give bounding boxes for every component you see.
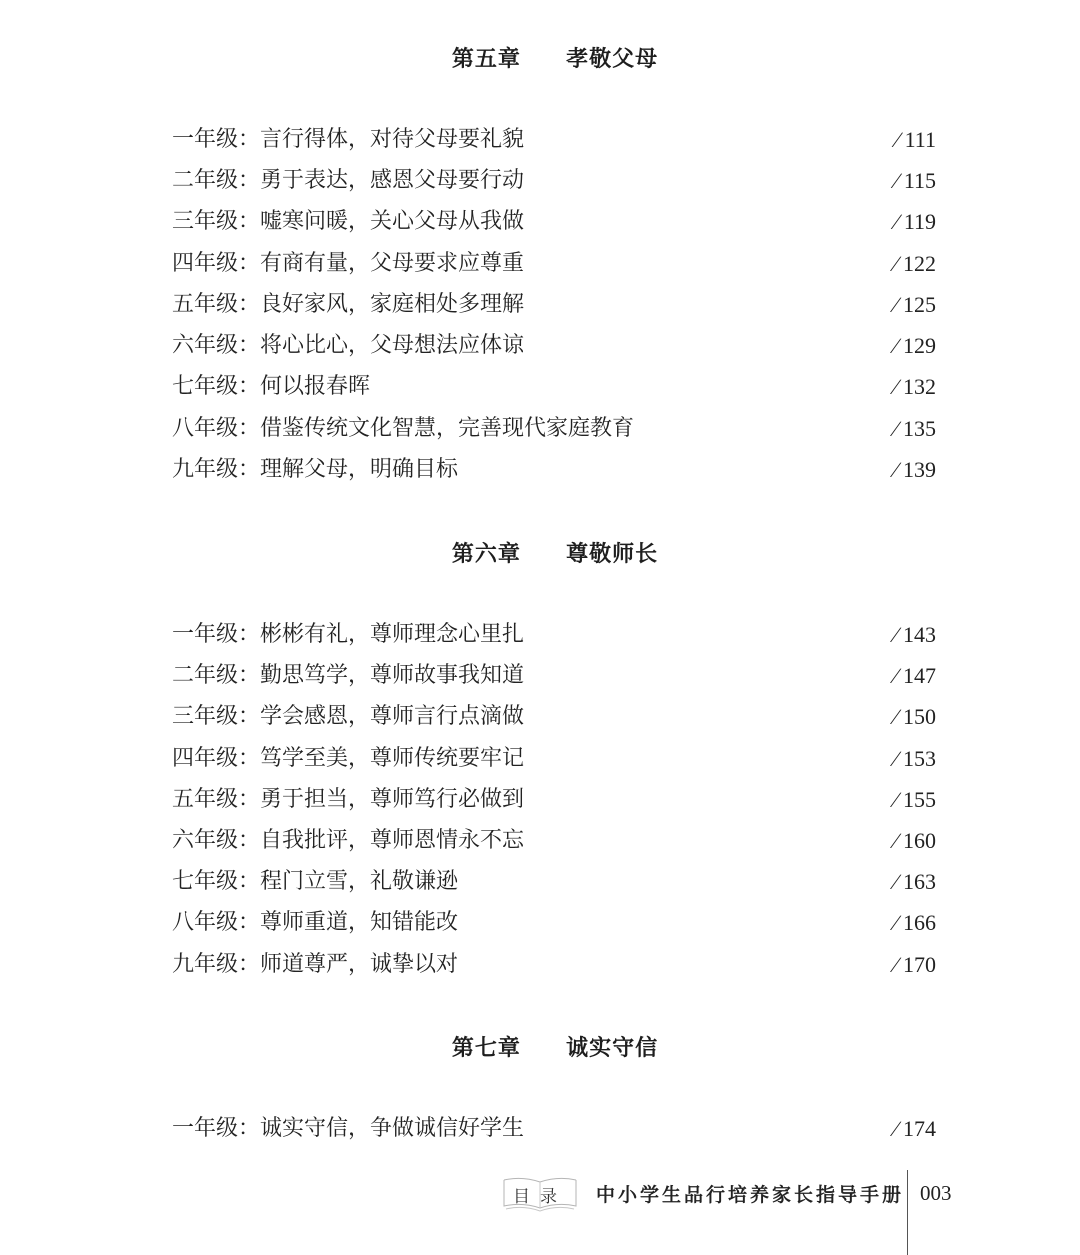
toc-entry-title: 二年级：勤思笃学，尊师故事我知道 [172,663,525,688]
toc-entry[interactable] [172,288,936,322]
toc-entry-page: ∕ 135 [893,416,936,441]
toc-entry-title: 一年级：诚实守信，争做诚信好学生 [172,1116,525,1141]
toc-entry-title: 九年级：理解父母，明确目标 [172,457,459,482]
toc-entry[interactable] [172,742,936,776]
page-number: 003 [920,1181,952,1205]
chapter-title: 第七章 诚实守信 [451,1036,659,1061]
toc-entry-title: 八年级：尊师重道，知错能改 [172,910,459,935]
toc-entry[interactable] [172,700,936,734]
toc-entry-title: 六年级：将心比心，父母想法应体谅 [172,333,525,358]
toc-entry[interactable] [172,453,936,487]
toc-entry[interactable] [172,205,936,239]
toc-entry-page: ∕ 170 [893,952,936,977]
toc-entry[interactable] [172,618,936,652]
toc-entry[interactable] [172,247,936,281]
toc-entry[interactable] [172,164,936,198]
footer-divider [907,1170,908,1255]
chapter-title: 第六章 尊敬师长 [451,542,659,567]
toc-entry-title: 三年级：嘘寒问暖，关心父母从我做 [172,209,525,234]
toc-entry-page: ∕ 139 [893,457,936,482]
toc-entry-page: ∕ 150 [893,704,936,729]
toc-entry-title: 七年级：何以报春晖 [172,374,371,399]
toc-entry[interactable] [172,370,936,404]
toc-entry-page: ∕ 143 [893,622,936,647]
page-footer [0,1170,1080,1255]
toc-entry-title: 五年级：勇于担当，尊师笃行必做到 [172,787,525,812]
toc-entry-page: ∕ 122 [893,251,936,276]
toc-entry[interactable] [172,123,936,157]
toc-entry-title: 四年级：笃学至美，尊师传统要牢记 [172,746,525,771]
toc-entry-page: ∕ 163 [893,869,936,894]
toc-entry-title: 三年级：学会感恩，尊师言行点滴做 [172,704,525,729]
toc-entry[interactable] [172,948,936,982]
toc-entry[interactable] [172,412,936,446]
toc-entry[interactable] [172,865,936,899]
toc-entry-page: ∕ 166 [893,910,936,935]
toc-entry-title: 一年级：言行得体，对待父母要礼貌 [172,127,525,152]
toc-entry[interactable] [172,783,936,817]
toc-entry-page: ∕ 174 [893,1116,936,1141]
toc-entry-page: ∕ 111 [895,127,936,152]
toc-entry-page: ∕ 115 [894,168,936,193]
toc-entry-title: 二年级：勇于表达，感恩父母要行动 [172,168,525,193]
chapter-title: 第五章 孝敬父母 [451,47,659,72]
toc-entry[interactable] [172,659,936,693]
toc-entry-title: 六年级：自我批评，尊师恩情永不忘 [172,828,525,853]
toc-entry-page: ∕ 147 [893,663,936,688]
toc-entry-title: 八年级：借鉴传统文化智慧，完善现代家庭教育 [172,416,635,441]
footer-section-label: 目录 [513,1187,567,1207]
toc-entry-page: ∕ 155 [893,787,936,812]
toc-entry-page: ∕ 132 [893,374,936,399]
footer-book-title: 中小学生品行培养家长指导手册 [596,1184,905,1206]
toc-entry[interactable] [172,329,936,363]
toc-entry[interactable] [172,906,936,940]
toc-entry-title: 七年级：程门立雪，礼敬谦逊 [172,869,459,894]
toc-entry-page: ∕ 119 [894,209,936,234]
toc-entry-page: ∕ 153 [893,746,936,771]
toc-entry-title: 四年级：有商有量，父母要求应尊重 [172,251,525,276]
toc-entry-page: ∕ 160 [893,828,936,853]
toc-entry-title: 一年级：彬彬有礼，尊师理念心里扎 [172,622,525,647]
toc-entry[interactable] [172,1112,936,1146]
toc-entry-title: 九年级：师道尊严，诚挚以对 [172,952,459,977]
toc-entry-title: 五年级：良好家风，家庭相处多理解 [172,292,525,317]
toc-entry-page: ∕ 129 [893,333,936,358]
toc-entry-page: ∕ 125 [893,292,936,317]
toc-entry[interactable] [172,824,936,858]
